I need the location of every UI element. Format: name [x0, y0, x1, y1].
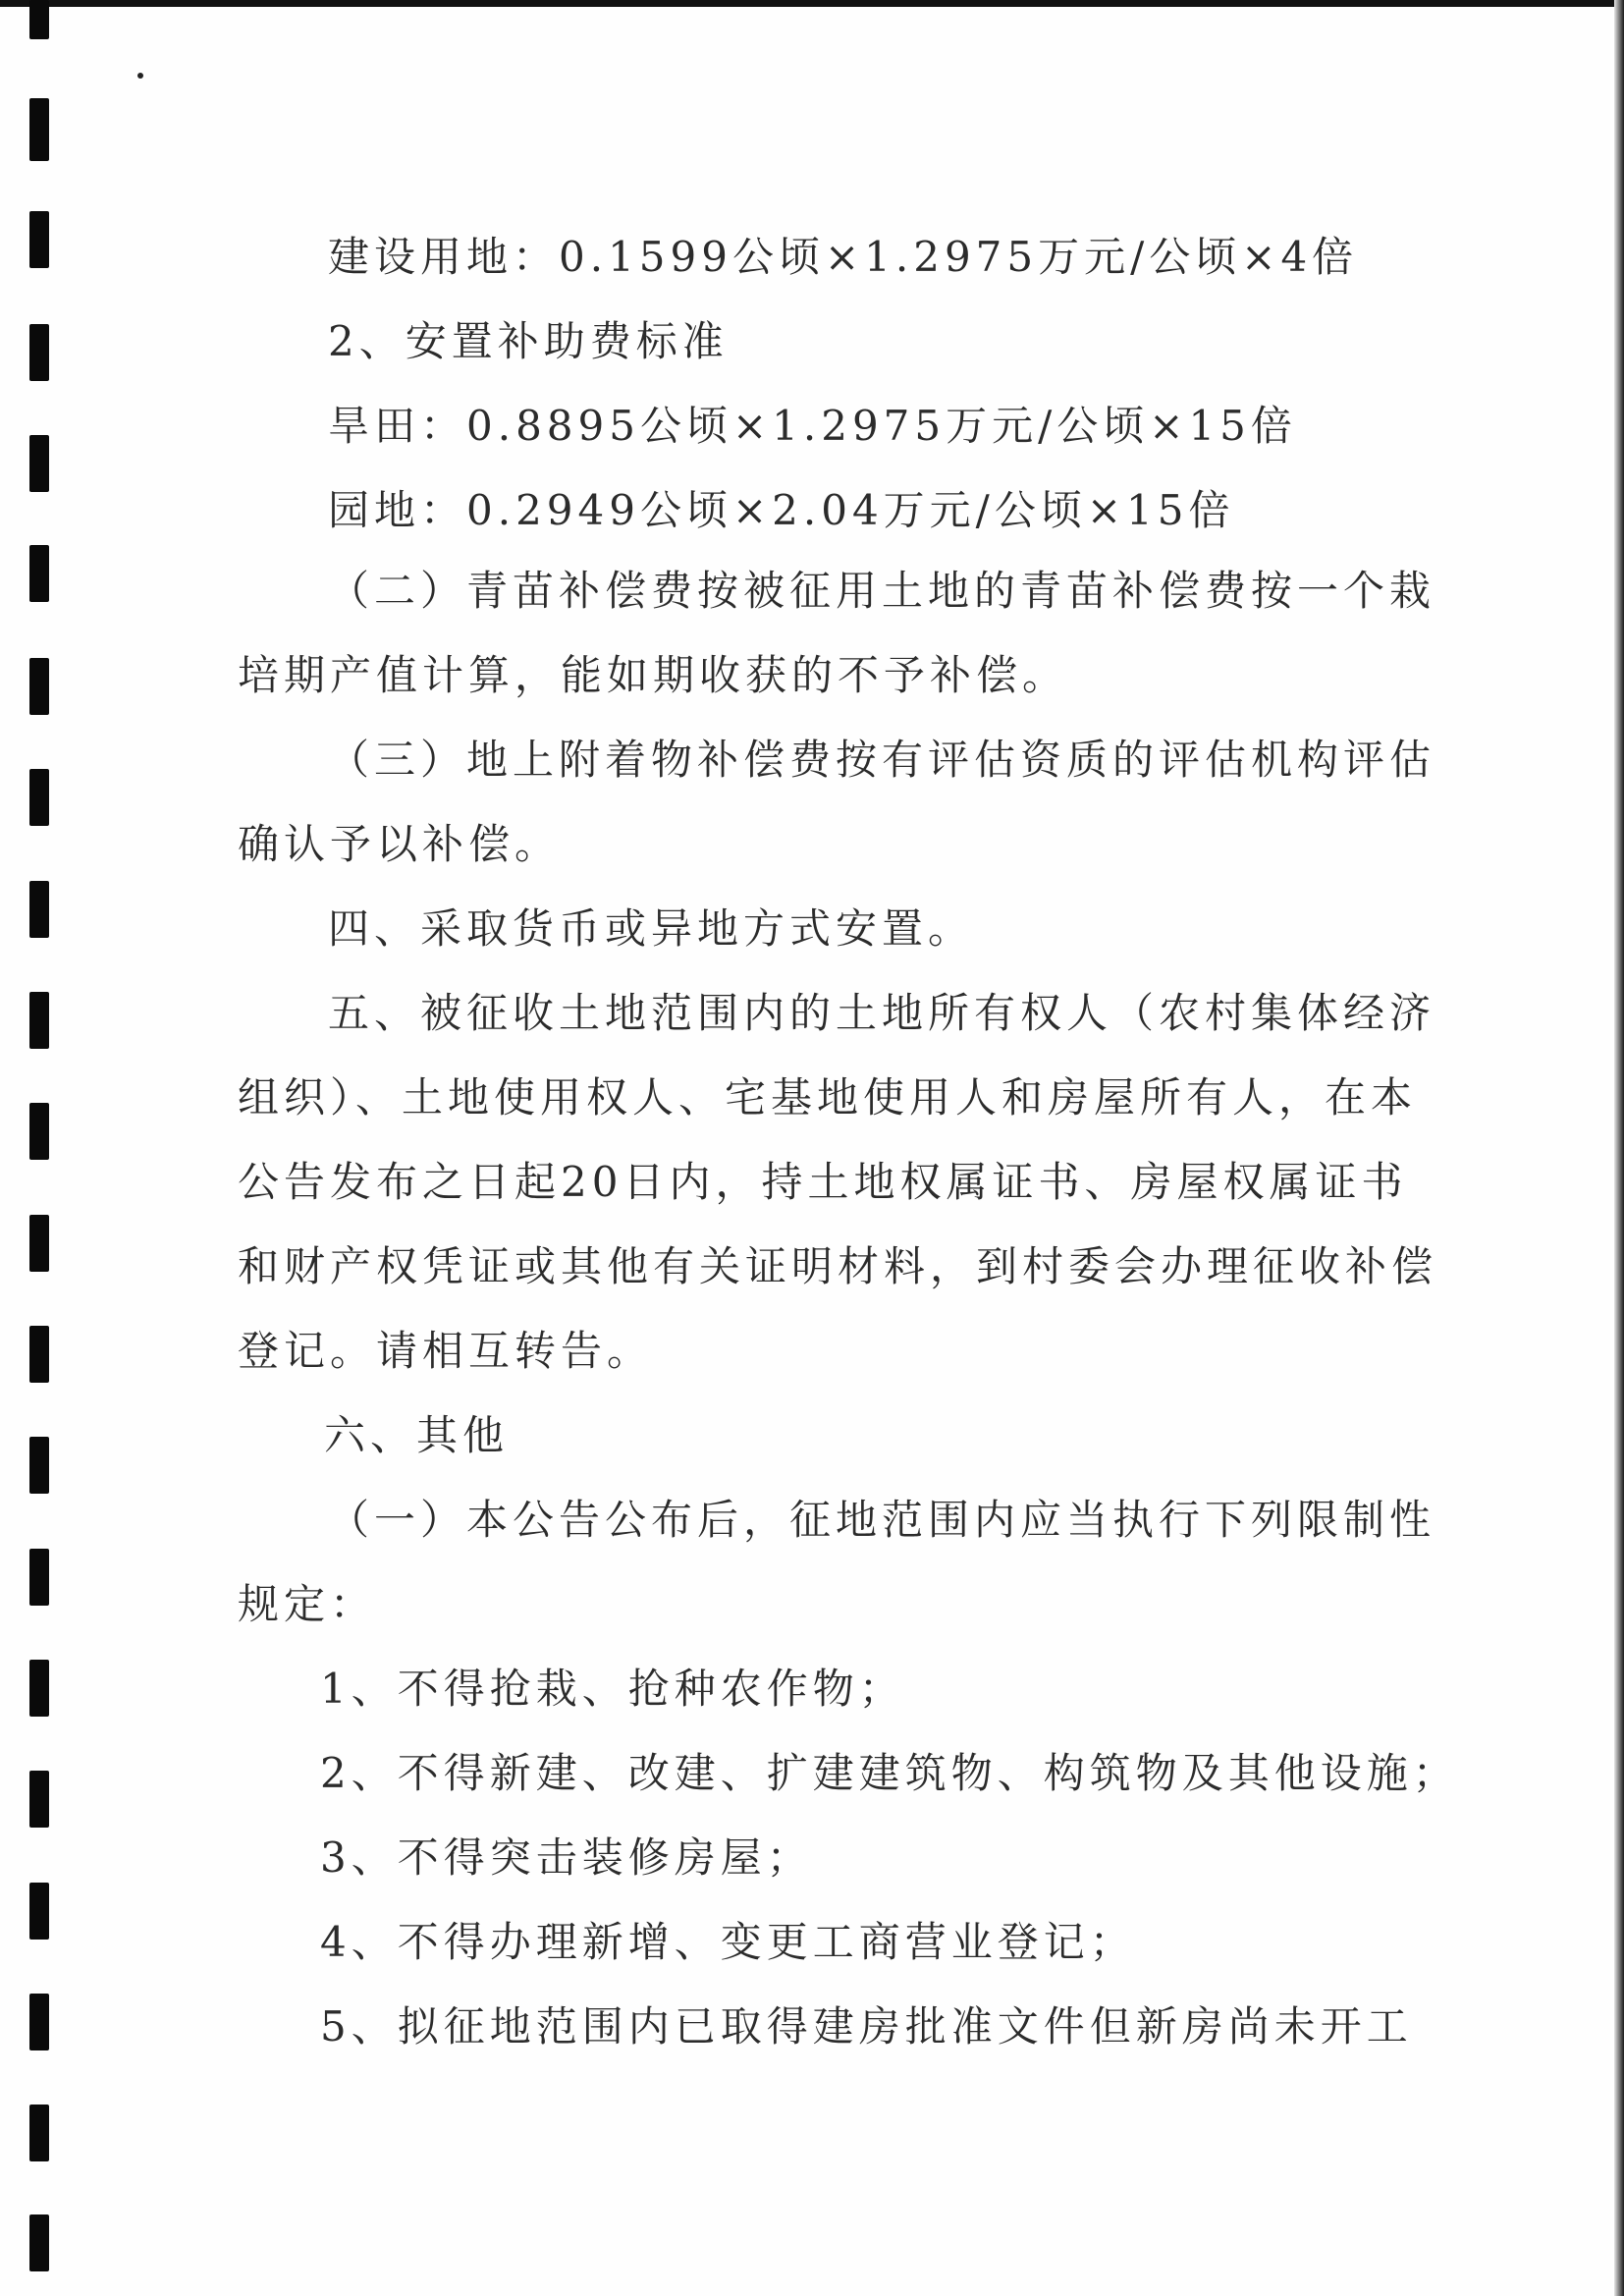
- text-line-section-five-3: 公告发布之日起20日内，持土地权属证书、房屋权属证书: [238, 1158, 1408, 1206]
- text-line-attachments-2: 确认予以补偿。: [238, 820, 562, 868]
- text-line-rule-2: 2、不得新建、改建、扩建建筑物、构筑物及其他设施；: [320, 1749, 1459, 1797]
- text-line-dry-field: 旱田：0.8895公顷×1.2975万元/公顷×15倍: [328, 402, 1297, 450]
- text-line-rule-3: 3、不得突击装修房屋；: [320, 1833, 813, 1882]
- text-line-rule-1: 1、不得抢栽、抢种农作物；: [320, 1665, 905, 1713]
- binding-hole: [29, 211, 49, 268]
- binding-hole: [29, 992, 49, 1049]
- text-line-crops-1: （二）青苗补偿费按被征用土地的青苗补偿费按一个栽: [328, 567, 1436, 615]
- text-line-garden-land: 园地：0.2949公顷×2.04万元/公顷×15倍: [328, 486, 1235, 534]
- scan-speck: [137, 73, 143, 79]
- text-line-section-five-1: 五、被征收土地范围内的土地所有权人（农村集体经济: [328, 989, 1436, 1037]
- text-line-resettlement-heading: 2、安置补助费标准: [328, 317, 729, 365]
- text-line-section-five-2: 组织）、土地使用权人、宅基地使用人和房屋所有人，在本: [238, 1073, 1418, 1121]
- text-line-land-construction: 建设用地：0.1599公顷×1.2975万元/公顷×4倍: [328, 233, 1359, 281]
- binding-holes: [29, 0, 51, 2296]
- text-line-crops-2: 培期产值计算，能如期收获的不予补偿。: [238, 651, 1069, 699]
- text-line-rule-5: 5、拟征地范围内已取得建房批准文件但新房尚未开工: [320, 2002, 1413, 2050]
- binding-hole: [29, 435, 49, 492]
- text-line-restrictions-1: （一）本公告公布后，征地范围内应当执行下列限制性: [328, 1496, 1436, 1544]
- text-line-restrictions-2: 规定：: [238, 1580, 377, 1628]
- binding-hole: [29, 2105, 49, 2161]
- text-line-attachments-1: （三）地上附着物补偿费按有评估资质的评估机构评估: [328, 736, 1436, 784]
- binding-hole: [29, 658, 49, 715]
- text-line-section-six: 六、其他: [324, 1411, 510, 1459]
- binding-hole: [29, 545, 49, 602]
- text-line-section-four: 四、采取货币或异地方式安置。: [328, 904, 975, 953]
- binding-hole: [29, 1549, 49, 1606]
- binding-hole: [29, 98, 49, 161]
- scan-top-border: [0, 0, 1624, 7]
- binding-hole: [29, 769, 49, 826]
- text-line-section-five-4: 和财产权凭证或其他有关证明材料，到村委会办理征收补偿: [238, 1242, 1438, 1290]
- binding-hole: [29, 1103, 49, 1160]
- binding-hole: [29, 1883, 49, 1940]
- binding-hole: [29, 1660, 49, 1717]
- binding-hole: [29, 2214, 49, 2271]
- text-line-rule-4: 4、不得办理新增、变更工商营业登记；: [320, 1918, 1136, 1966]
- binding-hole: [29, 1437, 49, 1494]
- text-line-section-five-5: 登记。请相互转告。: [238, 1327, 654, 1375]
- binding-hole: [29, 1326, 49, 1383]
- binding-hole: [29, 1215, 49, 1272]
- binding-hole: [29, 324, 49, 381]
- binding-hole: [29, 1994, 49, 2050]
- binding-hole: [29, 881, 49, 938]
- binding-hole: [29, 0, 49, 39]
- scan-right-border: [1614, 0, 1624, 2296]
- binding-hole: [29, 1771, 49, 1828]
